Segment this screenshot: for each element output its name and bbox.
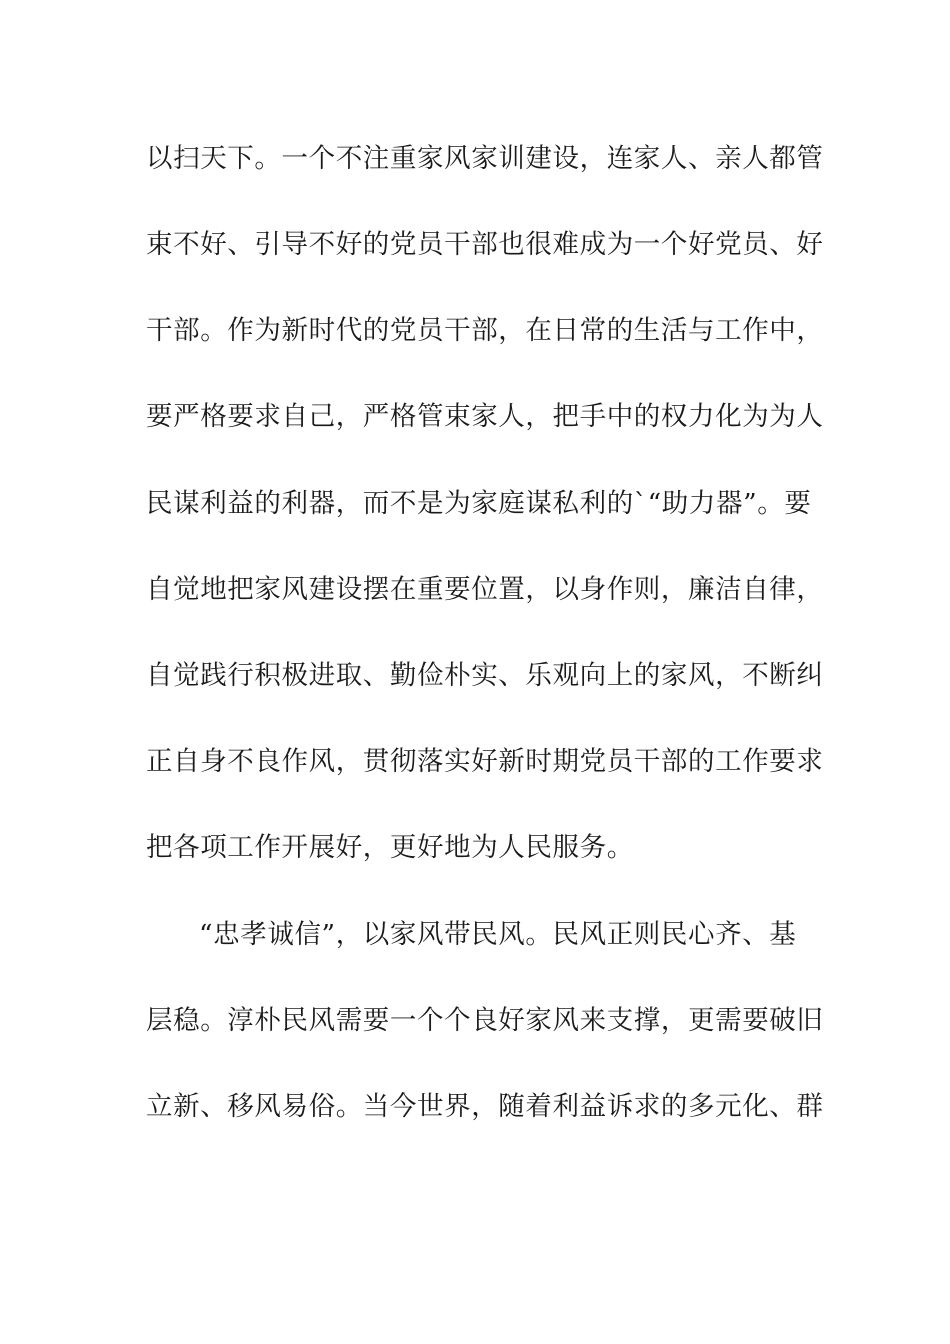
paragraph-line: 自觉地把家风建设摆在重要位置，以身作则，廉洁自律， — [146, 574, 824, 605]
paragraph-line: 正自身不良作风，贯彻落实好新时期党员干部的工作要求 — [146, 746, 824, 777]
paragraph-first-line: “忠孝诚信”，以家风带民风。民风正则民心齐、基 — [199, 919, 797, 950]
paragraph-line: 干部。作为新时代的党员干部，在日常的生活与工作中， — [146, 315, 824, 346]
paragraph-line: 要严格要求自己，严格管束家人，把手中的权力化为为人 — [146, 401, 824, 432]
paragraph-line: 民谋利益的利器，而不是为家庭谋私利的`“助力器”。要 — [146, 488, 812, 519]
paragraph-line: 以扫天下。一个不注重家风家训建设，连家人、亲人都管 — [146, 143, 824, 174]
paragraph-line: 层稳。淳朴民风需要一个个良好家风来支撑，更需要破旧 — [146, 1005, 824, 1036]
paragraph-line: 把各项工作开展好，更好地为人民服务。 — [146, 832, 634, 863]
paragraph-line: 自觉践行积极进取、勤俭朴实、乐观向上的家风，不断纠 — [146, 660, 824, 691]
paragraph-line: 立新、移风易俗。当今世界，随着利益诉求的多元化、群 — [146, 1091, 824, 1122]
paragraph-line: 束不好、引导不好的党员干部也很难成为一个好党员、好 — [146, 229, 824, 260]
